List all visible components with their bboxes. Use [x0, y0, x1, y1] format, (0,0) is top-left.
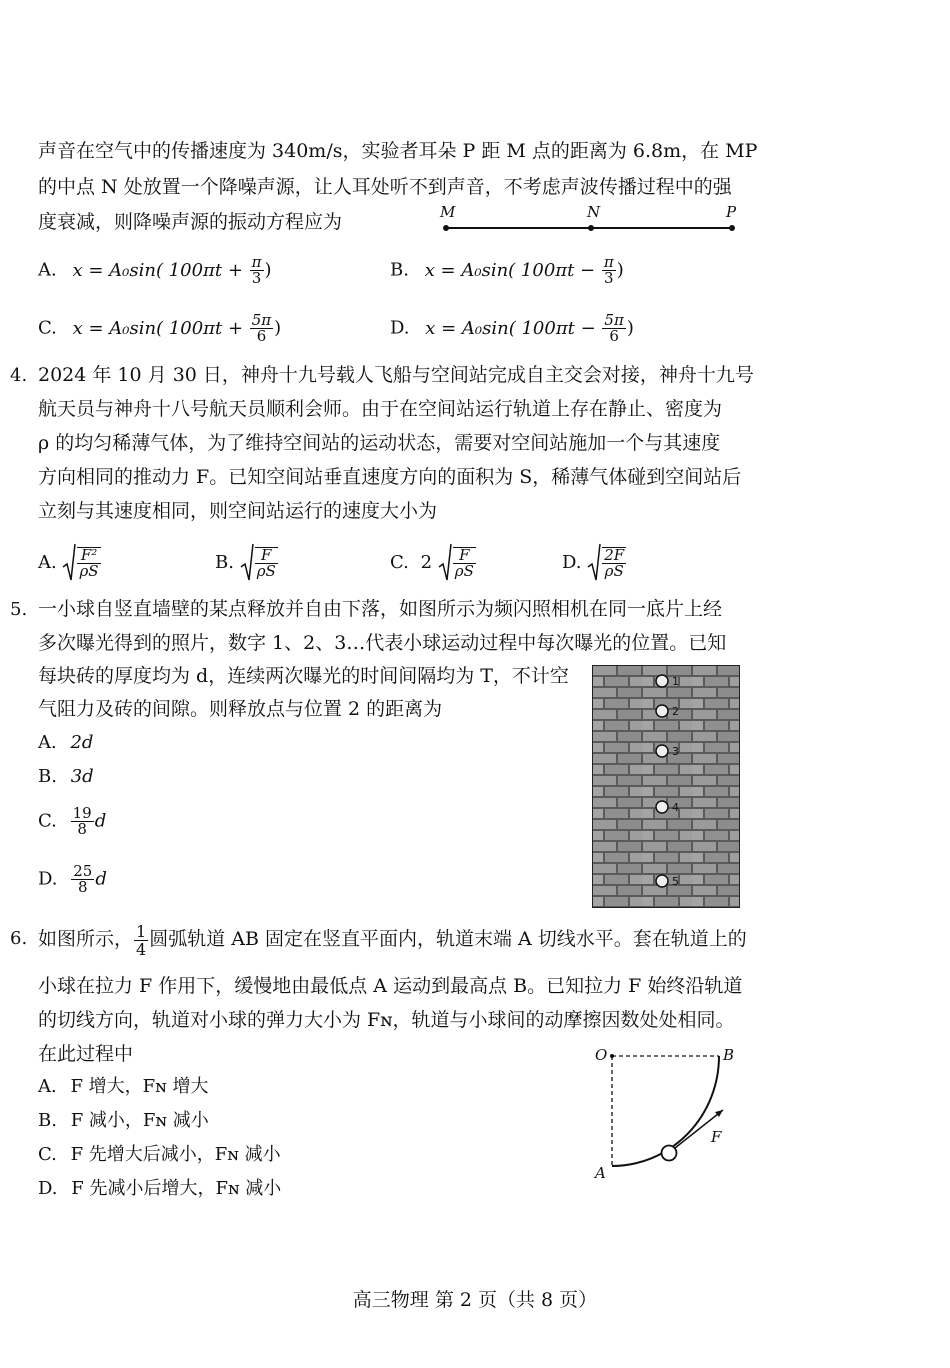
q6-line4: 在此过程中 [38, 1043, 134, 1065]
q6-line3: 的切线方向，轨道对小球的弹力大小为 Fɴ，轨道与小球间的动摩擦因数处处相同。 [38, 1009, 735, 1031]
q5-number: 5. [10, 599, 28, 620]
label-B: B [723, 1046, 735, 1064]
q4-option-b[interactable]: B. $\frac{F}{\rho S}$ [215, 546, 276, 580]
q5-option-b[interactable]: B. 3d [38, 766, 94, 787]
q5-line3: 每块砖的厚度均为 d，连续两次曝光的时间间隔均为 T，不计空 [38, 665, 569, 687]
q5-line4: 气阻力及砖的间隙。则释放点与位置 2 的距离为 [38, 698, 443, 720]
q3-option-c[interactable]: C. x = A₀sin( 100πt + $\frac{5\pi}{6}$ ) [38, 311, 282, 345]
q4-number: 4. [10, 365, 28, 386]
ball-position-3 [656, 745, 668, 757]
q6-option-d[interactable]: D. F 先减小后增大，Fɴ 减小 [38, 1178, 282, 1199]
page-footer: 高三物理 第 2 页（共 8 页） [352, 1289, 598, 1311]
ball-label-5: 5 [672, 875, 679, 888]
ball-position-2 [656, 705, 668, 717]
ball-label-3: 3 [672, 745, 679, 758]
q4-option-a[interactable]: A. $\frac{\text{F²}}{\rho S}$ [38, 546, 99, 580]
label-A: A [595, 1164, 606, 1182]
q3-option-d[interactable]: D. x = A₀sin( 100πt − $\frac{5\pi}{6}$ ) [390, 311, 634, 345]
q4-line3: ρ 的均匀稀薄气体，为了维持空间站的运动状态，需要对空间站施加一个与其速度 [38, 432, 721, 454]
arc-track-figure [585, 1040, 745, 1185]
ball-label-4: 4 [672, 801, 679, 814]
q4-line2: 航天员与神舟十八号航天员顺利会师。由于在空间站运行轨道上存在静止、密度为 [38, 398, 723, 420]
label-M: M [440, 203, 456, 221]
q4-line4: 方向相同的推动力 F。已知空间站垂直速度方向的面积为 S，稀薄气体碰到空间站后 [38, 466, 742, 488]
q4-option-d[interactable]: D. $\frac{2F}{\rho S}$ [562, 546, 625, 580]
q5-line2: 多次曝光得到的照片，数字 1、2、3…代表小球运动过程中每次曝光的位置。已知 [38, 632, 727, 654]
q5-option-c[interactable]: C. $\frac{19}{8}$ d [38, 804, 107, 838]
q3-option-b[interactable]: B. x = A₀sin( 100πt − $\frac{\pi}{3}$ ) [390, 253, 624, 287]
ball-on-track [662, 1146, 677, 1161]
q6-line1: 如图所示， $\frac{1}{4}$ 圆弧轨道 AB 固定在竖直平面内，轨道末端 A 切线水平。套在轨道上的 [38, 921, 747, 959]
q3-line2: 的中点 N 处放置一个降噪声源，让人耳处听不到声音，不考虑声波传播过程中的强 [38, 176, 732, 198]
q6-number: 6. [10, 928, 28, 949]
q5-line1: 一小球自竖直墙壁的某点释放并自由下落，如图所示为频闪照相机在同一底片上经 [38, 598, 723, 620]
q4-line5: 立刻与其速度相同，则空间站运行的速度大小为 [38, 500, 438, 522]
q6-line2: 小球在拉力 F 作用下，缓慢地由最低点 A 运动到最高点 B。已知拉力 F 始终沿轨道 [38, 975, 743, 997]
q3-line1: 声音在空气中的传播速度为 340m/s，实验者耳朵 P 距 M 点的距离为 6.8m，在 MP [38, 140, 758, 162]
q6-option-c[interactable]: C. F 先增大后减小，Fɴ 减小 [38, 1144, 281, 1165]
ball-label-2: 2 [672, 705, 679, 718]
q4-option-c[interactable]: C. 2 $\frac{F}{\rho S}$ [390, 546, 474, 580]
ball-label-1: 1 [672, 675, 679, 688]
q3-line3: 度衰减，则降噪声源的振动方程应为 [38, 211, 343, 233]
ball-position-5 [656, 875, 668, 887]
q5-option-d[interactable]: D. $\frac{25}{8}$ d [38, 862, 107, 896]
mnp-line-figure [430, 200, 750, 240]
ball-position-1 [656, 675, 668, 687]
q6-option-b[interactable]: B. F 减小，Fɴ 减小 [38, 1110, 209, 1131]
label-N: N [587, 203, 601, 221]
brick-wall-figure [592, 665, 740, 908]
label-F: F [711, 1128, 722, 1146]
q6-option-a[interactable]: A. F 增大，Fɴ 增大 [38, 1076, 209, 1097]
ball-position-4 [656, 801, 668, 813]
q5-option-a[interactable]: A. 2d [38, 732, 94, 753]
q4-line1: 2024 年 10 月 30 日，神舟十九号载人飞船与空间站完成自主交会对接，神舟十九号 [38, 364, 754, 386]
label-P: P [726, 203, 737, 221]
q3-option-a[interactable]: A. x = A₀sin( 100πt + $\frac{\pi}{3}$ ) [38, 253, 272, 287]
label-O: O [595, 1046, 608, 1064]
